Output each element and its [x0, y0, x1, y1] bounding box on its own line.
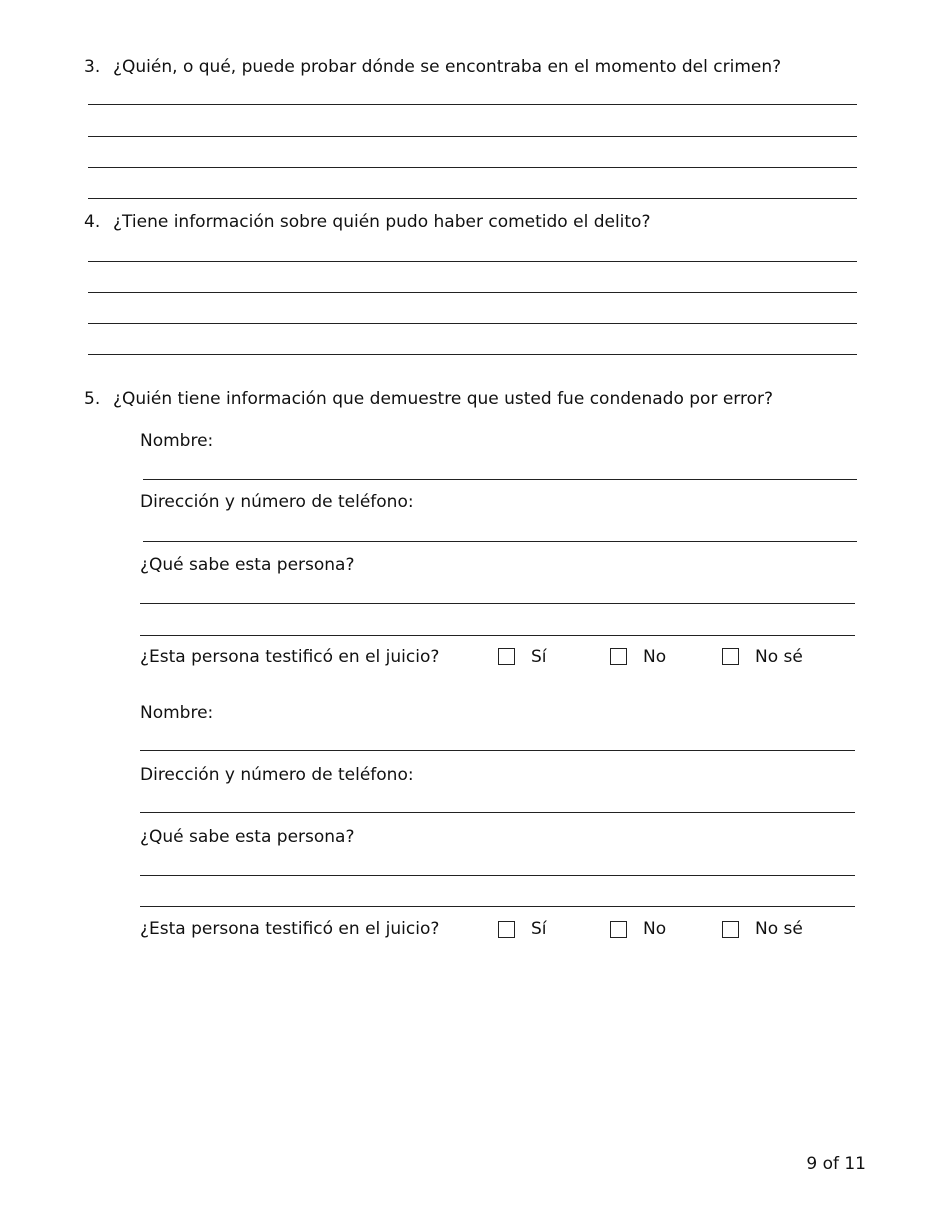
witness-2-knows-line[interactable]	[140, 906, 855, 907]
witness-1-address-label: Dirección y número de teléfono:	[140, 492, 414, 512]
witness-2-name-label: Nombre:	[140, 703, 214, 723]
question-5-text: ¿Quién tiene información que demuestre que usted fue condenado por error?	[113, 389, 774, 409]
witness-1-no-checkbox[interactable]	[610, 648, 627, 665]
question-3-number: 3.	[84, 57, 101, 77]
witness-1-name-line[interactable]	[143, 479, 857, 480]
witness-2-testified-label: ¿Esta persona testificó en el juicio?	[140, 919, 440, 939]
witness-2-unknown-checkbox[interactable]	[722, 921, 739, 938]
witness-2-knows-line[interactable]	[140, 875, 855, 876]
witness-2-name-line[interactable]	[140, 750, 855, 751]
witness-1-knows-label: ¿Qué sabe esta persona?	[140, 555, 355, 575]
witness-1-knows-line[interactable]	[140, 603, 855, 604]
answer-line[interactable]	[88, 167, 857, 168]
witness-1-yes-checkbox[interactable]	[498, 648, 515, 665]
witness-1-name-label: Nombre:	[140, 431, 214, 451]
witness-2-yes-label: Sí	[531, 919, 547, 939]
question-4-number: 4.	[84, 212, 101, 232]
question-3-text: ¿Quién, o qué, puede probar dónde se encontraba en el momento del crimen?	[113, 57, 782, 77]
answer-line[interactable]	[88, 292, 857, 293]
answer-line[interactable]	[88, 136, 857, 137]
witness-2-no-label: No	[643, 919, 667, 939]
witness-1-yes-label: Sí	[531, 647, 547, 667]
witness-2-knows-label: ¿Qué sabe esta persona?	[140, 827, 355, 847]
witness-1-knows-line[interactable]	[140, 635, 855, 636]
witness-1-testified-label: ¿Esta persona testificó en el juicio?	[140, 647, 440, 667]
witness-1-address-line[interactable]	[143, 541, 857, 542]
answer-line[interactable]	[88, 354, 857, 355]
page-number: 9 of 11	[806, 1154, 866, 1174]
answer-line[interactable]	[88, 261, 857, 262]
witness-2-address-label: Dirección y número de teléfono:	[140, 765, 414, 785]
witness-2-no-checkbox[interactable]	[610, 921, 627, 938]
witness-1-no-label: No	[643, 647, 667, 667]
answer-line[interactable]	[88, 104, 857, 105]
witness-2-address-line[interactable]	[140, 812, 855, 813]
witness-1-unknown-label: No sé	[755, 647, 803, 667]
witness-1-unknown-checkbox[interactable]	[722, 648, 739, 665]
answer-line[interactable]	[88, 323, 857, 324]
witness-2-yes-checkbox[interactable]	[498, 921, 515, 938]
answer-line[interactable]	[88, 198, 857, 199]
question-5-number: 5.	[84, 389, 101, 409]
question-4-text: ¿Tiene información sobre quién pudo haber cometido el delito?	[113, 212, 651, 232]
witness-2-unknown-label: No sé	[755, 919, 803, 939]
